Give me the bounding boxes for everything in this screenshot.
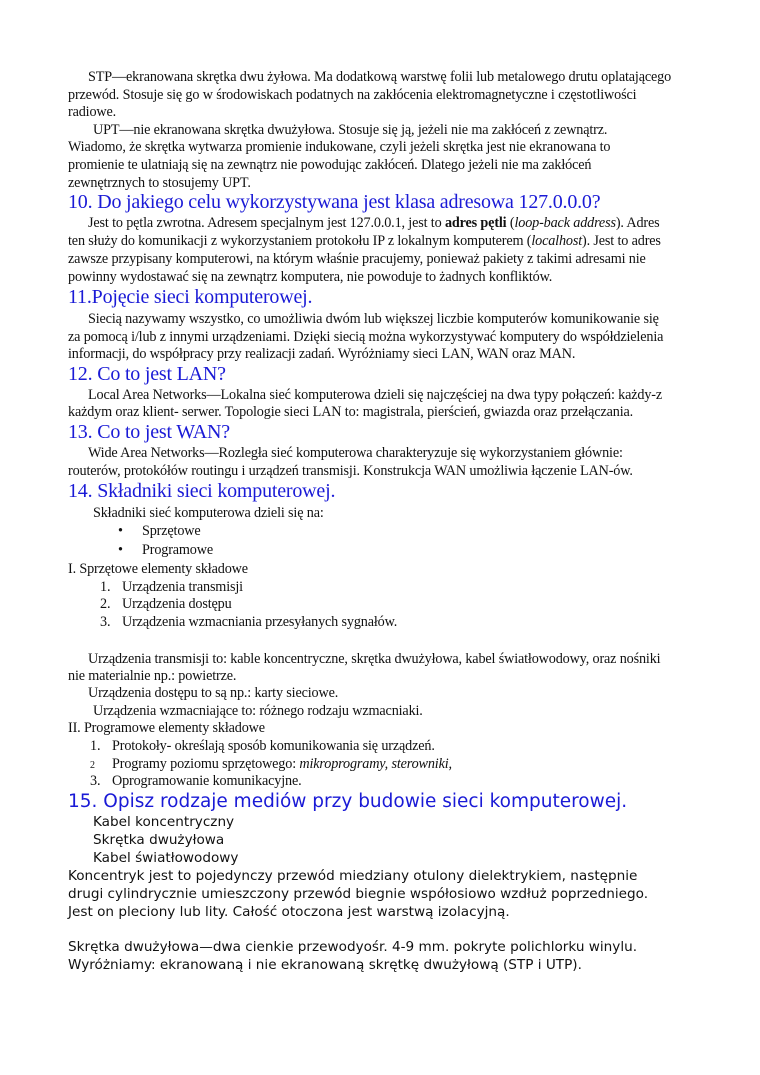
line-text: Jest on pleciony lub lity. Całość otoczona jest warstwą izolacyjną. bbox=[68, 904, 510, 920]
line-text: Urządzenia transmisji to: kable koncentryczne, skrętka dwużyłowa, kabel światłowodowy, oraz nośniki bbox=[88, 651, 661, 667]
text-line bbox=[68, 157, 591, 174]
text-line bbox=[68, 957, 582, 973]
bullet-icon: • bbox=[118, 523, 123, 539]
text-line bbox=[93, 832, 224, 848]
line-text: Programowe bbox=[142, 542, 213, 558]
line-text: Urządzenia dostępu bbox=[122, 596, 232, 612]
list-number: 2. bbox=[100, 596, 111, 612]
line-text: STP—ekranowana skrętka dwu żyłowa. Ma dodatkową warstwę folii lub metalowego drutu oplatającego bbox=[88, 69, 672, 85]
section-heading bbox=[68, 421, 230, 444]
line-text: Składniki sieć komputerowa dzieli się na: bbox=[93, 505, 324, 521]
text-segment: ten służy do komunikacji z wykorzystaniem protokołu IP z lokalnym komputerem ( bbox=[68, 233, 532, 249]
text-line bbox=[68, 175, 251, 192]
list-item bbox=[118, 523, 201, 540]
line-text: Urządzenia dostępu to są np.: karty sieciowe. bbox=[88, 685, 339, 701]
list-item bbox=[118, 542, 213, 559]
line-text: Wide Area Networks—Rozległa sieć komputerowa charakteryzuje się wykorzystaniem głównie: bbox=[88, 445, 623, 461]
list-number: 3. bbox=[90, 773, 101, 789]
list-number: 1. bbox=[90, 738, 101, 754]
line-text: informacji, do współpracy przy realizacji zadań. Wyróżniamy sieci LAN, WAN oraz MAN. bbox=[68, 346, 576, 362]
list-item bbox=[90, 773, 302, 790]
line-text: 10. Do jakiego celu wykorzystywana jest klasa adresowa 127.0.0.0? bbox=[68, 191, 601, 213]
line-text: UPT—nie ekranowana skrętka dwużyłowa. Stosuje się ją, jeżeli nie ma zakłóceń z zewnątrz. bbox=[93, 122, 608, 138]
text-line bbox=[68, 104, 116, 121]
text-line bbox=[68, 329, 663, 346]
italic-text: loop-back address bbox=[514, 215, 616, 231]
list-number: 3. bbox=[100, 614, 111, 630]
line-text: 13. Co to jest WAN? bbox=[68, 421, 230, 443]
italic-text: mikroprogramy, sterowniki, bbox=[299, 756, 452, 772]
line-text: Kabel koncentryczny bbox=[93, 814, 235, 830]
list-number: 1. bbox=[100, 579, 111, 595]
line-text: 11.Pojęcie sieci komputerowej. bbox=[68, 286, 313, 308]
line-text: zawsze przypisany komputerowi, na którym właśnie pracujemy, ponieważ pakiety z takimi adresami nie bbox=[68, 251, 646, 267]
line-text: każdym oraz klient- serwer. Topologie sieci LAN to: magistrala, pierścień, gwiazda oraz przełączania. bbox=[68, 404, 634, 420]
line-text: za pomocą i/lub z innymi urządzeniami. Dzięki siecią można wykorzystywać komputery do współdzielenia bbox=[68, 329, 664, 345]
line-text: 12. Co to jest LAN? bbox=[68, 363, 226, 385]
text-line bbox=[93, 703, 423, 720]
line-text: 15. Opisz rodzaje mediów przy budowie sieci komputerowej. bbox=[68, 791, 628, 812]
text-line bbox=[68, 269, 552, 286]
list-item bbox=[100, 614, 398, 631]
line-text: I. Sprzętowe elementy składowe bbox=[68, 561, 248, 577]
text-line bbox=[68, 939, 637, 955]
italic-text: localhost bbox=[531, 233, 583, 249]
text-line bbox=[68, 233, 661, 250]
text-line bbox=[68, 561, 248, 578]
list-number: 2 bbox=[90, 760, 95, 771]
line-text: Skrętka dwużyłowa—dwa cienkie przewodyośr. 4-9 mm. pokryte polichlorku winylu. bbox=[68, 939, 638, 955]
line-text: zewnętrznych to stosujemy UPT. bbox=[68, 175, 251, 191]
section-heading bbox=[68, 480, 335, 503]
line-text: Sprzętowe bbox=[142, 523, 201, 539]
line-text: Wiadomo, że skrętka wytwarza promienie indukowane, czyli jeżeli skrętka jest nie ekranowana to bbox=[68, 139, 611, 155]
line-text: Wyróżniamy: ekranowaną i nie ekranowaną skrętkę dwużyłową (STP i UTP). bbox=[68, 957, 582, 973]
line-text: routerów, protokółów routingu i urządzeń transmisji. Konstrukcja WAN umożliwia łączenie LAN-ów. bbox=[68, 463, 633, 479]
text-line bbox=[88, 387, 662, 404]
list-item bbox=[100, 596, 232, 613]
line-text: Oprogramowanie komunikacyjne. bbox=[112, 773, 302, 789]
text-line bbox=[93, 814, 234, 830]
text-line bbox=[88, 651, 660, 668]
line-text: radiowe. bbox=[68, 104, 117, 120]
line-text: promienie te ulatniają się na zewnątrz nie powodując zakłóceń. Dlatego jeżeli nie ma zakłóceń bbox=[68, 157, 592, 173]
text-line bbox=[88, 69, 671, 86]
line-text: Local Area Networks—Lokalna sieć komputerowa dzieli się najczęściej na dwa typy połączeń: każdy-z bbox=[88, 387, 662, 403]
text-line bbox=[68, 868, 637, 884]
line-text: nie materialnie np.: powietrze. bbox=[68, 668, 237, 684]
text-line bbox=[68, 720, 265, 737]
text-line bbox=[68, 668, 236, 685]
line-text: Kabel światłowodowy bbox=[93, 850, 239, 866]
line-text: przewód. Stosuje się go w środowiskach podatnych na zakłócenia elektromagnetyczne i częstotliwości bbox=[68, 87, 637, 103]
text-line bbox=[93, 505, 324, 522]
line-text: Urządzenia wzmacniające to: różnego rodzaju wzmacniaki. bbox=[93, 703, 423, 719]
list-item bbox=[90, 756, 452, 773]
text-line bbox=[93, 122, 607, 139]
text-line bbox=[68, 251, 646, 268]
section-heading bbox=[68, 286, 312, 309]
text-segment: Programy poziomu sprzętowego: bbox=[112, 756, 300, 772]
bold-text: adres pętli bbox=[444, 215, 507, 231]
text-segment: ( bbox=[506, 215, 515, 231]
text-segment: ). Jest to adres bbox=[582, 233, 661, 249]
text-line bbox=[68, 404, 633, 421]
line-text: Koncentryk jest to pojedynczy przewód miedziany otulony dielektrykiem, następnie bbox=[68, 868, 638, 884]
text-line bbox=[68, 463, 633, 480]
line-text: drugi cylindrycznie umieszczony przewód biegnie współosiowo wzdłuż poprzedniego. bbox=[68, 886, 649, 902]
line-text: Skrętka dwużyłowa bbox=[93, 832, 225, 848]
text-line bbox=[68, 886, 648, 902]
text-line bbox=[88, 215, 660, 232]
section-heading bbox=[68, 791, 627, 812]
text-line bbox=[93, 850, 238, 866]
line-text: Urządzenia wzmacniania przesyłanych sygnałów. bbox=[122, 614, 398, 630]
text-line bbox=[88, 311, 659, 328]
line-text: 14. Składniki sieci komputerowej. bbox=[68, 480, 336, 502]
line-text: powinny wydostawać się na zewnątrz komputera, nie powoduje to żadnych konfliktów. bbox=[68, 269, 553, 285]
list-item bbox=[100, 579, 243, 596]
text-line bbox=[68, 139, 610, 156]
text-line bbox=[68, 346, 575, 363]
text-line bbox=[88, 445, 623, 462]
text-line bbox=[68, 87, 636, 104]
section-heading bbox=[68, 363, 226, 386]
text-line bbox=[88, 685, 338, 702]
line-text: Siecią nazywamy wszystko, co umożliwia dwóm lub większej liczbie komputerów komunikowanie się bbox=[88, 311, 659, 327]
list-item bbox=[90, 738, 435, 755]
line-text: Urządzenia transmisji bbox=[122, 579, 243, 595]
bullet-icon: • bbox=[118, 542, 123, 558]
text-line bbox=[68, 904, 510, 920]
line-text: Protokoły- określają sposób komunikowania się urządzeń. bbox=[112, 738, 435, 754]
section-heading bbox=[68, 191, 600, 214]
text-segment: ). Adres bbox=[615, 215, 660, 231]
text-segment: Jest to pętla zwrotna. Adresem specjalnym jest 127.0.0.1, jest to bbox=[88, 215, 445, 231]
line-text: II. Programowe elementy składowe bbox=[68, 720, 265, 736]
